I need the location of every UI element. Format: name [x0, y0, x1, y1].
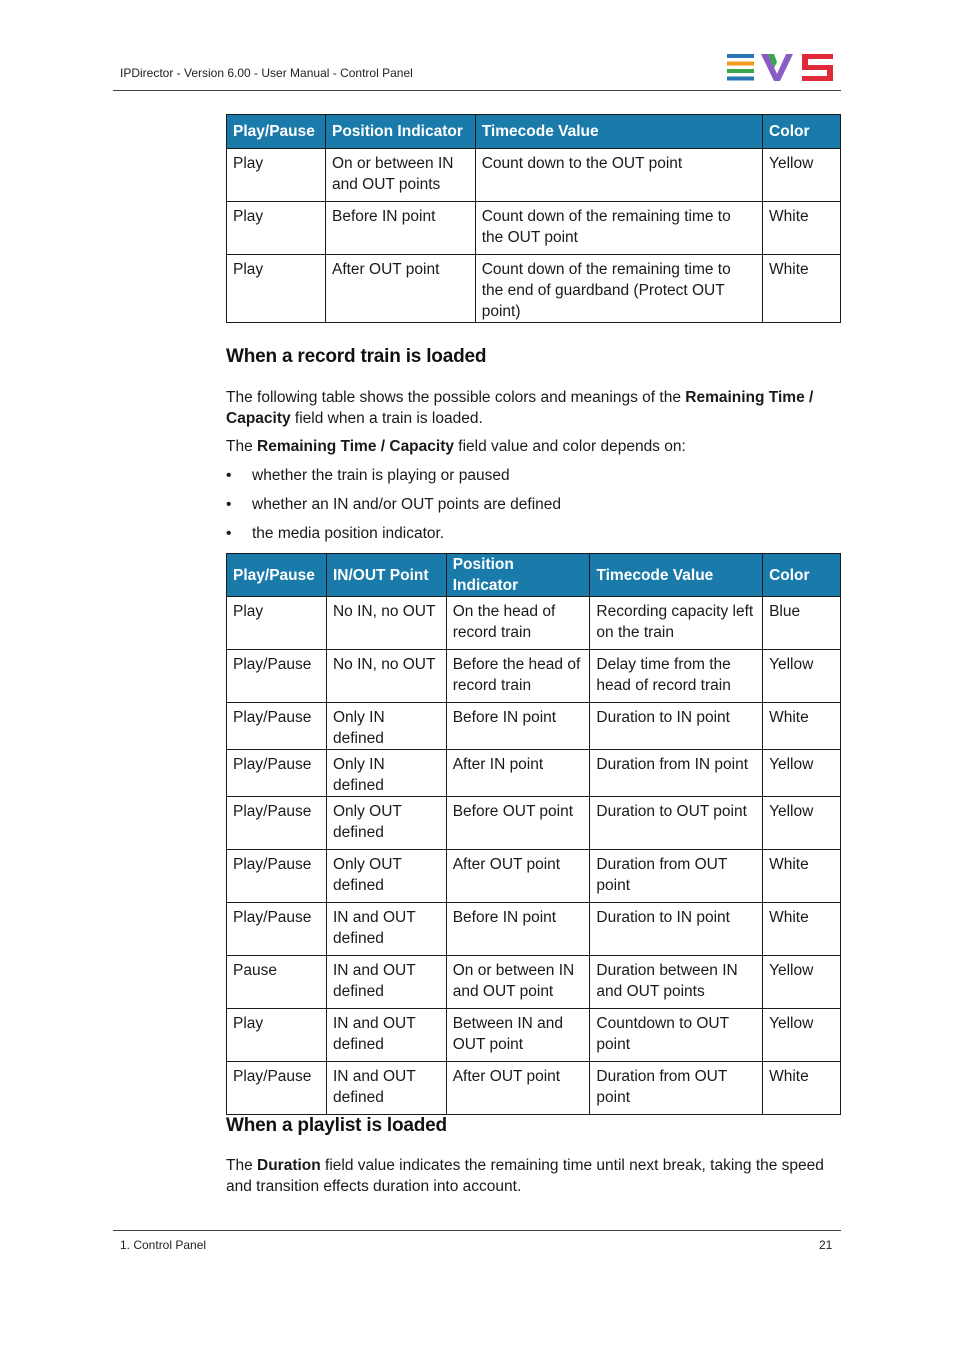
table-cell: Duration from OUT point: [590, 1062, 763, 1115]
table-cell: Blue: [763, 597, 841, 650]
table-cell: After IN point: [446, 750, 590, 797]
record-train-timecode-table: [226, 553, 841, 1115]
record-depends-paragraph: [226, 436, 836, 457]
table-cell: Play/Pause: [227, 703, 327, 750]
table-cell: Only OUT defined: [326, 797, 446, 850]
table-row: [227, 597, 841, 650]
paragraph-text: field when a train is loaded.: [290, 410, 483, 427]
list-item-text: whether the train is playing or paused: [252, 467, 510, 484]
table-row: [227, 149, 841, 202]
table-cell: Before IN point: [446, 703, 590, 750]
table-row: [227, 797, 841, 850]
table-cell: Duration from OUT point: [590, 850, 763, 903]
table-cell: White: [763, 1062, 841, 1115]
table-cell: Between IN and OUT point: [446, 1009, 590, 1062]
table-cell: IN and OUT defined: [326, 956, 446, 1009]
table-cell: Duration to IN point: [590, 903, 763, 956]
table-row: [227, 850, 841, 903]
table-cell: Count down of the remaining time to the OUT point: [475, 202, 762, 255]
table-cell: Recording capacity left on the train: [590, 597, 763, 650]
document-title: IPDirector - Version 6.00 - User Manual - Control Panel: [120, 66, 413, 80]
paragraph-text: field value indicates the remaining time until next break, taking the speed and transition effects duration into account.: [226, 1157, 824, 1195]
table-cell: Pause: [227, 956, 327, 1009]
section-heading-playlist: When a playlist is loaded: [226, 1115, 447, 1136]
table-cell: Yellow: [763, 650, 841, 703]
table-cell: After OUT point: [446, 1062, 590, 1115]
table-cell: IN and OUT defined: [326, 1009, 446, 1062]
table-cell: Yellow: [763, 149, 841, 202]
table-cell: Play: [227, 255, 326, 323]
table-cell: White: [763, 903, 841, 956]
table-row: [227, 1062, 841, 1115]
table-header-row: [227, 554, 841, 597]
bullet-icon: •: [226, 467, 232, 484]
table-cell: IN and OUT defined: [326, 1062, 446, 1115]
table-cell: White: [763, 850, 841, 903]
table-cell: Countdown to OUT point: [590, 1009, 763, 1062]
table-cell: White: [763, 255, 841, 323]
column-header: IN/OUT Point: [326, 554, 446, 597]
table-cell: White: [763, 703, 841, 750]
table-cell: Duration to IN point: [590, 703, 763, 750]
playback-timecode-table: [226, 114, 841, 323]
table-cell: White: [763, 202, 841, 255]
playlist-paragraph: [226, 1155, 836, 1197]
column-header: Timecode Value: [475, 115, 762, 149]
list-item-text: the media position indicator.: [252, 525, 445, 542]
table-cell: Play: [227, 597, 327, 650]
table-cell: Before IN point: [325, 202, 475, 255]
column-header: Timecode Value: [590, 554, 763, 597]
table-cell: Yellow: [763, 1009, 841, 1062]
table-cell: Play/Pause: [227, 1062, 327, 1115]
table-cell: Play: [227, 1009, 327, 1062]
table-cell: Yellow: [763, 797, 841, 850]
table-cell: Delay time from the head of record train: [590, 650, 763, 703]
table-cell: Play: [227, 149, 326, 202]
bullet-icon: •: [226, 525, 232, 542]
column-header: Color: [763, 115, 841, 149]
paragraph-text: field value and color depends on:: [453, 438, 686, 455]
table-cell: No IN, no OUT: [326, 597, 446, 650]
paragraph-text: The following table shows the possible colors and meanings of the: [226, 389, 686, 406]
table-cell: Before IN point: [446, 903, 590, 956]
table-cell: On or between IN and OUT point: [446, 956, 590, 1009]
table-cell: Before OUT point: [446, 797, 590, 850]
table-cell: Only OUT defined: [326, 850, 446, 903]
table-cell: Before the head of record train: [446, 650, 590, 703]
field-name-bold: Remaining Time / Capacity: [226, 389, 814, 427]
table-row: [227, 956, 841, 1009]
column-header: Position Indicator: [325, 115, 475, 149]
table-row: [227, 255, 841, 323]
table-cell: Count down of the remaining time to the end of guardband (Protect OUT point): [475, 255, 762, 323]
table-cell: Duration to OUT point: [590, 797, 763, 850]
column-header: Play/Pause: [227, 554, 327, 597]
table-cell: Duration between IN and OUT points: [590, 956, 763, 1009]
evs-logo: [727, 54, 833, 81]
table-row: [227, 650, 841, 703]
table-cell: On the head of record train: [446, 597, 590, 650]
table-cell: After OUT point: [446, 850, 590, 903]
table-cell: Play/Pause: [227, 750, 327, 797]
field-name-bold: Duration: [257, 1157, 321, 1174]
section-heading-record-train: When a record train is loaded: [226, 346, 487, 367]
list-item-text: whether an IN and/or OUT points are defined: [252, 496, 562, 513]
column-header: Color: [763, 554, 841, 597]
table-cell: Play: [227, 202, 326, 255]
table-cell: On or between IN and OUT points: [325, 149, 475, 202]
table-row: [227, 202, 841, 255]
table-cell: Yellow: [763, 750, 841, 797]
table-cell: Yellow: [763, 956, 841, 1009]
bullet-icon: •: [226, 496, 232, 513]
column-header: Position Indicator: [446, 554, 590, 597]
table-cell: Play/Pause: [227, 903, 327, 956]
table-cell: Play/Pause: [227, 797, 327, 850]
record-intro-paragraph: [226, 387, 836, 429]
page-number: 21: [819, 1238, 833, 1252]
footer-divider: [113, 1230, 841, 1231]
paragraph-text: The: [226, 1157, 258, 1174]
table-row: [227, 1009, 841, 1062]
paragraph-text: The: [226, 438, 258, 455]
column-header: Play/Pause: [227, 115, 326, 149]
table-cell: IN and OUT defined: [326, 903, 446, 956]
table-cell: Duration from IN point: [590, 750, 763, 797]
table-cell: Play/Pause: [227, 650, 327, 703]
table-cell: After OUT point: [325, 255, 475, 323]
table-cell: Count down to the OUT point: [475, 149, 762, 202]
table-header-row: [227, 115, 841, 149]
table-cell: Only IN defined: [326, 703, 446, 750]
field-name-bold: Remaining Time / Capacity: [257, 438, 454, 455]
table-row: [227, 903, 841, 956]
table-cell: No IN, no OUT: [326, 650, 446, 703]
table-row: [227, 750, 841, 797]
table-cell: Play/Pause: [227, 850, 327, 903]
footer-chapter: 1. Control Panel: [120, 1238, 207, 1252]
table-cell: Only IN defined: [326, 750, 446, 797]
table-row: [227, 703, 841, 750]
header-divider: [113, 90, 841, 91]
